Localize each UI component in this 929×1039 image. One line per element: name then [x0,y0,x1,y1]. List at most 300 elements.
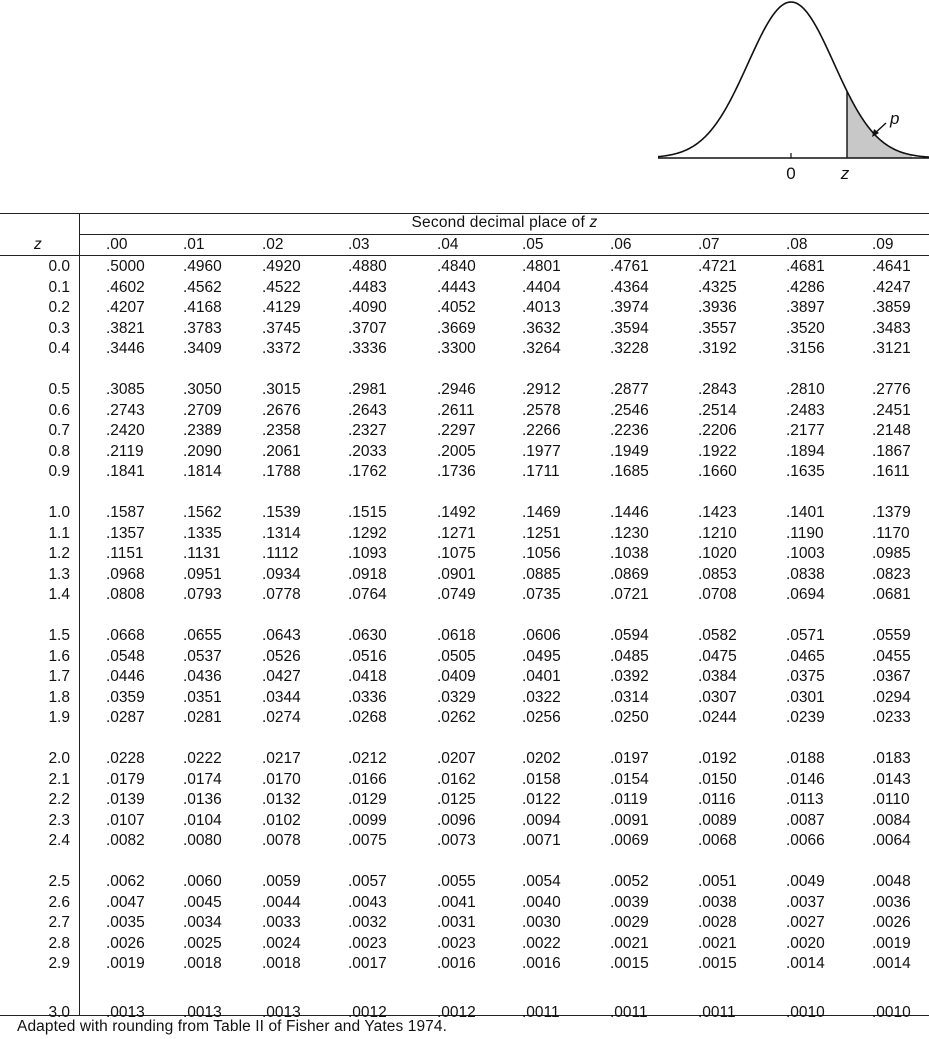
probability-cell: .0044 [262,893,301,911]
column-header: .05 [522,236,544,253]
probability-cell: .0250 [610,709,649,727]
probability-cell: .0010 [786,1004,825,1021]
probability-cell: .0036 [872,893,911,911]
z-value: 1.6 [48,647,70,665]
probability-cell: .0016 [437,955,476,973]
probability-cell: .2546 [610,401,649,419]
probability-cell: .3669 [437,319,476,337]
probability-cell: .0901 [437,565,476,583]
probability-cell: .3446 [106,340,145,358]
probability-cell: .0287 [106,709,145,727]
z-value: 2.3 [48,811,70,829]
probability-cell: .0392 [610,668,649,686]
probability-cell: .1949 [610,442,649,460]
probability-cell: .0102 [262,811,301,829]
probability-cell: .0202 [522,750,561,767]
probability-cell: .0384 [698,668,737,686]
probability-cell: .0465 [786,647,825,665]
probability-cell: .1814 [183,463,222,481]
probability-cell: .3557 [698,319,737,337]
probability-cell: .0038 [698,893,737,911]
probability-cell: .1210 [698,524,737,542]
probability-cell: .0885 [522,565,561,583]
probability-cell: .2005 [437,442,476,460]
z-value: 1.3 [48,565,70,583]
probability-cell: .0016 [522,955,561,973]
probability-cell: .1611 [872,463,910,481]
z-value: 2.0 [48,750,70,767]
probability-cell: .1562 [183,504,222,521]
probability-cell: .0104 [183,811,222,829]
probability-cell: .2843 [698,381,737,398]
probability-cell: .0071 [522,832,561,850]
probability-cell: .0158 [522,770,561,788]
z-value: 0.8 [48,442,70,460]
probability-cell: .0516 [348,647,387,665]
probability-cell: .3156 [786,340,825,358]
probability-cell: .3085 [106,381,145,398]
probability-cell: .0032 [348,914,387,932]
probability-cell: .4404 [522,278,561,296]
probability-cell: .0014 [786,955,825,973]
z-value: 3.0 [48,1004,70,1021]
probability-cell: .4443 [437,278,476,296]
column-header: .01 [183,236,205,253]
probability-cell: .0146 [786,770,825,788]
probability-cell: .0011 [698,1004,736,1021]
probability-cell: .0869 [610,565,649,583]
probability-cell: .2912 [522,381,561,398]
probability-cell: .1977 [522,442,561,460]
probability-cell: .0015 [610,955,649,973]
probability-cell: .1056 [522,545,561,563]
probability-cell: .1515 [348,504,387,521]
probability-cell: .2743 [106,401,145,419]
probability-cell: .3228 [610,340,649,358]
spanner-heading [80,214,929,232]
probability-cell: .2327 [348,422,387,440]
z-value: 2.6 [48,893,70,911]
z-value: 0.0 [48,258,70,275]
probability-cell: .0274 [262,709,301,727]
probability-cell: .0162 [437,770,476,788]
probability-cell: .0174 [183,770,222,788]
probability-cell: .0025 [183,934,222,952]
probability-cell: .5000 [106,258,145,275]
probability-cell: .0367 [872,668,911,686]
probability-cell: .0091 [610,811,649,829]
z-column-header: z [34,236,42,253]
probability-cell: .0047 [106,893,145,911]
probability-cell: .4247 [872,278,911,296]
probability-cell: .0062 [106,873,145,890]
probability-cell: .0256 [522,709,561,727]
probability-cell: .1922 [698,442,737,460]
probability-cell: .0192 [698,750,737,767]
spanner-z: z [589,214,598,231]
probability-cell: .0401 [522,668,561,686]
probability-cell: .4562 [183,278,222,296]
probability-cell: .1635 [786,463,825,481]
probability-cell: .0069 [610,832,649,850]
probability-cell: .0030 [522,914,561,932]
probability-cell: .0618 [437,627,476,644]
probability-cell: .0066 [786,832,825,850]
probability-cell: .0116 [698,791,736,809]
probability-cell: .2119 [106,442,144,460]
probability-cell: .0013 [183,1004,222,1021]
probability-cell: .0012 [348,1004,387,1021]
probability-cell: .0359 [106,688,145,706]
probability-cell: .4602 [106,278,145,296]
probability-cell: .0014 [872,955,911,973]
probability-cell: .0188 [786,750,825,767]
probability-cell: .1762 [348,463,387,481]
probability-cell: .0010 [872,1004,911,1021]
probability-cell: .0375 [786,668,825,686]
probability-cell: .0559 [872,627,911,644]
probability-cell: .3050 [183,381,222,398]
probability-cell: .1170 [872,524,910,542]
probability-cell: .0068 [698,832,737,850]
z-value: 1.9 [48,709,70,727]
probability-cell: .0351 [183,688,222,706]
z-value: 0.5 [48,381,70,398]
probability-cell: .3594 [610,319,649,337]
probability-cell: .0179 [106,770,145,788]
probability-cell: .2643 [348,401,387,419]
probability-cell: .1357 [106,524,145,542]
z-value: 2.7 [48,914,70,932]
column-header: .03 [348,236,370,253]
probability-cell: .0132 [262,791,301,809]
probability-cell: .2946 [437,381,476,398]
probability-cell: .0495 [522,647,561,665]
probability-cell: .4801 [522,258,561,275]
probability-cell: .4168 [183,299,222,317]
probability-cell: .4325 [698,278,737,296]
probability-cell: .0073 [437,832,476,850]
probability-cell: .0089 [698,811,737,829]
probability-cell: .0113 [786,791,824,809]
probability-cell: .1446 [610,504,649,521]
probability-cell: .0035 [106,914,145,932]
probability-cell: .0336 [348,688,387,706]
probability-cell: .2810 [786,381,825,398]
probability-cell: .3632 [522,319,561,337]
column-header: .06 [610,236,632,253]
probability-cell: .0418 [348,668,387,686]
spanner-text: Second decimal place of [411,214,590,231]
probability-cell: .0020 [786,934,825,952]
probability-cell: .0207 [437,750,476,767]
probability-cell: .0059 [262,873,301,890]
probability-cell: .0078 [262,832,301,850]
probability-cell: .2611 [437,401,475,419]
column-header: .09 [872,236,894,253]
probability-cell: .0045 [183,893,222,911]
probability-cell: .2389 [183,422,222,440]
probability-cell: .0244 [698,709,737,727]
probability-cell: .4721 [698,258,737,275]
probability-cell: .0139 [106,791,145,809]
probability-cell: .0033 [262,914,301,932]
p-label: p [890,109,900,128]
probability-cell: .2420 [106,422,145,440]
probability-cell: .0012 [437,1004,476,1021]
probability-cell: .0143 [872,770,911,788]
probability-cell: .0096 [437,811,476,829]
z-value: 1.7 [48,668,70,686]
probability-cell: .0548 [106,647,145,665]
z-value: 1.5 [48,627,70,644]
probability-cell: .4483 [348,278,387,296]
probability-cell: .0281 [183,709,222,727]
probability-cell: .4840 [437,258,476,275]
probability-cell: .1711 [522,463,560,481]
probability-cell: .0262 [437,709,476,727]
probability-cell: .0023 [348,934,387,952]
probability-cell: .0019 [872,934,911,952]
probability-cell: .0018 [262,955,301,973]
probability-cell: .0055 [437,873,476,890]
probability-cell: .0029 [610,914,649,932]
column-header: .02 [262,236,284,253]
probability-cell: .3936 [698,299,737,317]
probability-cell: .0043 [348,893,387,911]
z-label: z [840,164,850,183]
probability-cell: .2033 [348,442,387,460]
probability-cell: .1151 [106,545,144,563]
probability-cell: .0655 [183,627,222,644]
probability-cell: .0217 [262,750,301,767]
probability-cell: .0314 [610,688,649,706]
probability-cell: .4960 [183,258,222,275]
probability-cell: .0239 [786,709,825,727]
probability-cell: .0021 [698,934,737,952]
spanner-rule [79,234,929,235]
probability-cell: .0099 [348,811,387,829]
probability-cell: .0057 [348,873,387,890]
probability-cell: .1492 [437,504,476,521]
probability-cell: .3745 [262,319,301,337]
probability-cell: .2236 [610,422,649,440]
probability-cell: .3300 [437,340,476,358]
probability-cell: .2358 [262,422,301,440]
probability-cell: .0681 [872,586,911,604]
z-value: 0.1 [48,278,70,296]
probability-cell: .0054 [522,873,561,890]
probability-cell: .0027 [786,914,825,932]
probability-cell: .2578 [522,401,561,419]
probability-cell: .0630 [348,627,387,644]
probability-cell: .1685 [610,463,649,481]
probability-cell: .0427 [262,668,301,686]
probability-cell: .0183 [872,750,911,767]
probability-cell: .1003 [786,545,825,563]
probability-cell: .3264 [522,340,561,358]
probability-cell: .0052 [610,873,649,890]
probability-cell: .0668 [106,627,145,644]
probability-cell: .2981 [348,381,387,398]
probability-cell: .2177 [786,422,825,440]
z-value: 2.5 [48,873,70,890]
probability-cell: .4286 [786,278,825,296]
header-bottom-rule [0,255,929,256]
probability-cell: .1469 [522,504,561,521]
probability-cell: .0122 [522,791,561,809]
probability-cell: .0212 [348,750,387,767]
probability-cell: .3372 [262,340,301,358]
probability-cell: .0154 [610,770,649,788]
probability-cell: .0301 [786,688,825,706]
probability-cell: .1230 [610,524,649,542]
probability-cell: .1379 [872,504,911,521]
probability-cell: .0735 [522,586,561,604]
probability-cell: .3483 [872,319,911,337]
probability-cell: .0041 [437,893,476,911]
probability-cell: .0166 [348,770,387,788]
probability-cell: .0023 [437,934,476,952]
probability-cell: .0082 [106,832,145,850]
probability-cell: .1314 [262,524,301,542]
probability-cell: .1788 [262,463,301,481]
probability-cell: .4013 [522,299,561,317]
probability-cell: .0022 [522,934,561,952]
probability-cell: .0048 [872,873,911,890]
probability-cell: .3821 [106,319,145,337]
probability-cell: .0197 [610,750,649,767]
probability-cell: .0084 [872,811,911,829]
probability-cell: .0080 [183,832,222,850]
probability-cell: .1075 [437,545,476,563]
probability-cell: .0853 [698,565,737,583]
probability-cell: .0446 [106,668,145,686]
probability-cell: .1271 [437,524,476,542]
probability-cell: .1539 [262,504,301,521]
probability-cell: .2297 [437,422,476,440]
probability-cell: .0037 [786,893,825,911]
probability-cell: .0985 [872,545,911,563]
column-header: .04 [437,236,459,253]
probability-cell: .0075 [348,832,387,850]
probability-cell: .0026 [106,934,145,952]
probability-cell: .0094 [522,811,561,829]
probability-cell: .2514 [698,401,737,419]
probability-cell: .4920 [262,258,301,275]
column-header: .07 [698,236,720,253]
probability-cell: .0228 [106,750,145,767]
probability-cell: .1251 [522,524,561,542]
probability-cell: .0013 [262,1004,301,1021]
z-value: 0.7 [48,422,70,440]
probability-cell: .0436 [183,668,222,686]
probability-cell: .0060 [183,873,222,890]
probability-cell: .0606 [522,627,561,644]
z-value: 2.4 [48,832,70,850]
probability-cell: .0708 [698,586,737,604]
probability-cell: .4364 [610,278,649,296]
probability-cell: .0049 [786,873,825,890]
probability-cell: .0222 [183,750,222,767]
probability-cell: .0485 [610,647,649,665]
z-value: 2.1 [48,770,70,788]
probability-cell: .3707 [348,319,387,337]
probability-cell: .1423 [698,504,737,521]
probability-cell: .0643 [262,627,301,644]
probability-cell: .2148 [872,422,911,440]
probability-cell: .3192 [698,340,737,358]
probability-cell: .0110 [872,791,910,809]
probability-cell: .0455 [872,647,911,665]
probability-cell: .4761 [610,258,649,275]
probability-cell: .0119 [610,791,648,809]
probability-cell: .2676 [262,401,301,419]
probability-cell: .0018 [183,955,222,973]
z-value: 0.6 [48,401,70,419]
probability-cell: .3783 [183,319,222,337]
z-value: 2.8 [48,934,70,952]
probability-cell: .2266 [522,422,561,440]
probability-cell: .0268 [348,709,387,727]
column-header: .00 [106,236,128,253]
probability-cell: .3336 [348,340,387,358]
probability-cell: .0034 [183,914,222,932]
probability-cell: .0017 [348,955,387,973]
probability-cell: .0011 [610,1004,648,1021]
probability-cell: .0015 [698,955,737,973]
probability-cell: .0170 [262,770,301,788]
probability-cell: .0808 [106,586,145,604]
z-value: 1.4 [48,586,70,604]
probability-cell: .0475 [698,647,737,665]
probability-cell: .0026 [872,914,911,932]
probability-cell: .0024 [262,934,301,952]
probability-cell: .2776 [872,381,911,398]
probability-cell: .0051 [698,873,737,890]
probability-cell: .1038 [610,545,649,563]
probability-cell: .0582 [698,627,737,644]
probability-cell: .4090 [348,299,387,317]
probability-cell: .0150 [698,770,737,788]
probability-cell: .1020 [698,545,737,563]
probability-cell: .1112 [262,545,299,563]
probability-cell: .1867 [872,442,911,460]
probability-cell: .3897 [786,299,825,317]
probability-cell: .3409 [183,340,222,358]
stub-divider [79,213,80,1015]
z-value: 1.1 [48,524,70,542]
probability-cell: .0793 [183,586,222,604]
probability-cell: .1335 [183,524,222,542]
probability-cell: .0838 [786,565,825,583]
probability-cell: .0011 [522,1004,560,1021]
probability-cell: .0028 [698,914,737,932]
probability-cell: .2090 [183,442,222,460]
probability-cell: .1190 [786,524,824,542]
probability-cell: .4681 [786,258,825,275]
probability-cell: .0778 [262,586,301,604]
probability-cell: .1093 [348,545,387,563]
probability-cell: .2451 [872,401,911,419]
probability-cell: .0125 [437,791,476,809]
probability-cell: .0694 [786,586,825,604]
z-value: 0.2 [48,299,70,317]
probability-cell: .0329 [437,688,476,706]
probability-cell: .2709 [183,401,222,419]
probability-cell: .0918 [348,565,387,583]
probability-cell: .0021 [610,934,649,952]
